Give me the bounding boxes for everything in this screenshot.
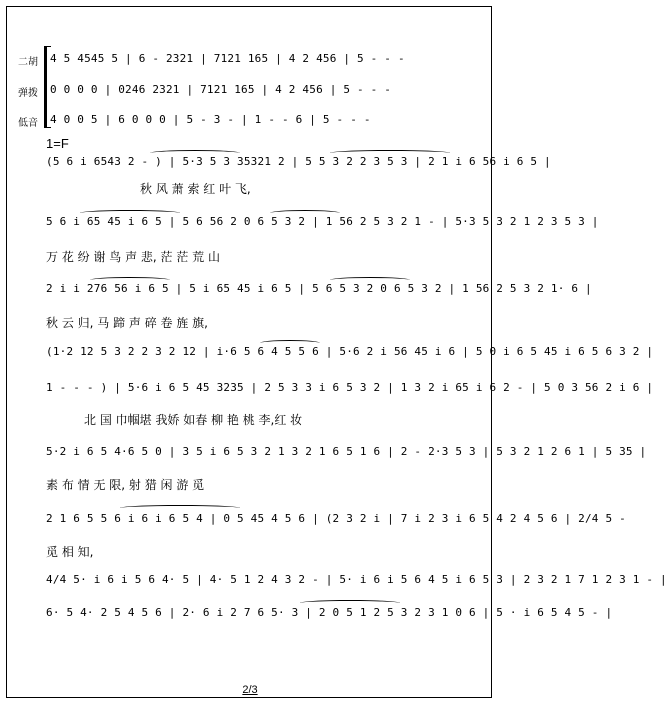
lyric-row: 北 国 巾帼堪 我娇 如春 柳 艳 桃 李,红 妆 bbox=[84, 413, 303, 427]
part-label-erhu: 二胡 bbox=[18, 57, 38, 68]
slur bbox=[330, 150, 450, 156]
notation-row: 1 - - - ) | 5·6 i 6 5 45 3235 | 2 5 3 3 i 6 5 3 2 | 1 3 2 i 65 i 6 2 - | 5 0 3 56 2 i 6 | bbox=[46, 381, 654, 394]
slur bbox=[300, 600, 400, 606]
part-label-tanbo: 弹拨 bbox=[18, 88, 38, 99]
notation-row: 5 6 i 65 45 i 6 5 | 5 6 56 2 0 6 5 3 2 | 1 56 2 5 3 2 1 - | 5·3 5 3 2 1 2 3 5 3 | bbox=[46, 215, 599, 228]
slur bbox=[270, 210, 340, 216]
slur bbox=[120, 505, 240, 511]
lyric-row: 秋 风 萧 索 红 叶 飞, bbox=[140, 182, 251, 196]
slur bbox=[260, 340, 320, 346]
header-notation-erhu: 4 5 4545 5 | 6 - 2321 | 7121 165 | 4 2 456 | 5 - - - bbox=[50, 52, 405, 65]
notation-row: 5·2 i 6 5 4·6 5 0 | 3 5 i 6 5 3 2 1 3 2 1 6 5 1 6 | 2 - 2·3 5 3 | 5 3 2 1 2 6 1 | 5 35 | bbox=[46, 445, 647, 458]
slur bbox=[330, 277, 410, 283]
lyric-row: 素 布 情 无 限, 射 猎 闲 游 觅 bbox=[46, 478, 205, 492]
slur bbox=[90, 277, 170, 283]
header-notation-tanbo: 0 0 0 0 | 0246 2321 | 7121 165 | 4 2 456 | 5 - - - bbox=[50, 83, 392, 96]
notation-row: (1·2 12 5 3 2 2 3 2 12 | i·6 5 6 4 5 5 6 | 5·6 2 i 56 45 i 6 | 5 0 i 6 5 45 i 6 5 6 3 2 | bbox=[46, 345, 654, 358]
lyric-row: 觅 相 知, bbox=[46, 545, 94, 559]
slur bbox=[150, 150, 240, 156]
header-notation-diyin: 4 0 0 5 | 6 0 0 0 | 5 - 3 - | 1 - - 6 | 5 - - - bbox=[50, 113, 371, 126]
lyric-row: 万 花 纷 谢 鸟 声 悲, 茫 茫 荒 山 bbox=[46, 250, 220, 264]
page-number: 2/3 bbox=[242, 684, 258, 696]
notation-row: 6· 5 4· 2 5 4 5 6 | 2· 6 i 2 7 6 5· 3 | 2 0 5 1 2 5 3 2 3 1 0 6 | 5 · i 6 5 4 5 - | bbox=[46, 606, 613, 619]
notation-row: 2 i i 276 56 i 6 5 | 5 i 65 45 i 6 5 | 5 6 5 3 2 0 6 5 3 2 | 1 56 2 5 3 2 1· 6 | bbox=[46, 282, 592, 295]
notation-row: (5 6 i 6543 2 - ) | 5·3 5 3 35321 2 | 5 5 3 2 2 3 5 3 | 2 1 i 6 56 i 6 5 | bbox=[46, 155, 551, 168]
notation-row: 4/4 5· i 6 i 5 6 4· 5 | 4· 5 1 2 4 3 2 - | 5· i 6 i 5 6 4 5 i 6 5 3 | 2 3 2 1 7 1 2 3 1 - | bbox=[46, 573, 667, 586]
slur bbox=[80, 210, 180, 216]
lyric-row: 秋 云 归, 马 蹄 声 碎 卷 旌 旗, bbox=[46, 316, 208, 330]
key-signature: 1=F bbox=[46, 136, 69, 151]
part-label-diyin: 低音 bbox=[18, 118, 38, 129]
notation-row: 2 1 6 5 5 6 i 6 i 6 5 4 | 0 5 45 4 5 6 | (2 3 2 i | 7 i 2 3 i 6 5 4 2 4 5 6 | 2/4 5 - bbox=[46, 512, 626, 525]
